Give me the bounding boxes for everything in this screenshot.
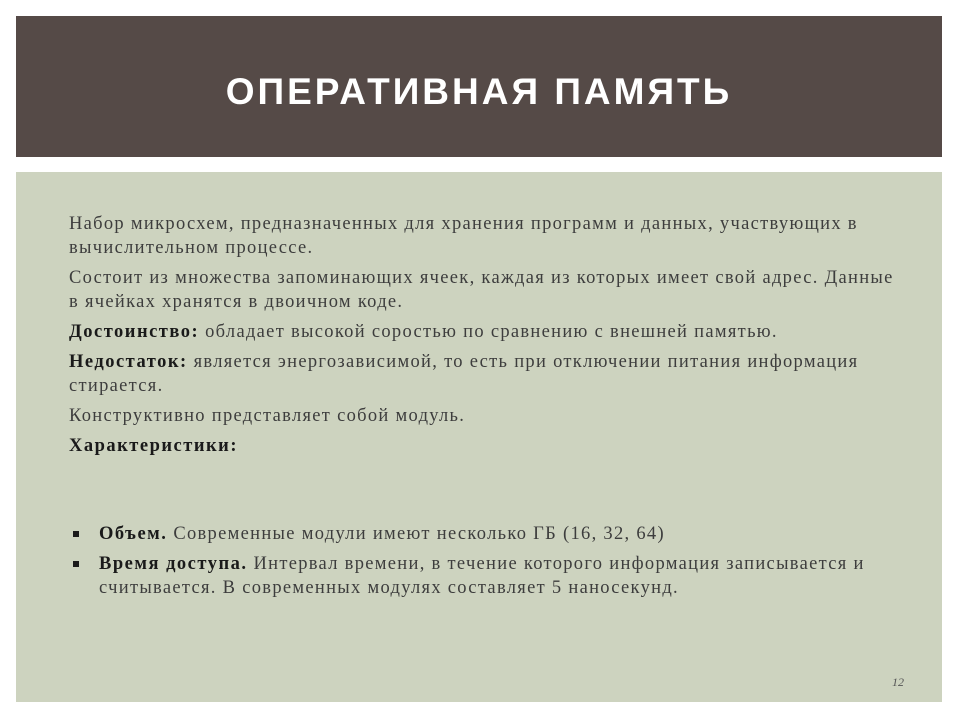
paragraph-text: обладает высокой соростью по сравнению с внешней памятью. — [199, 322, 778, 342]
page-number: 12 — [892, 675, 904, 689]
title-bar — [16, 16, 942, 157]
paragraph-list — [69, 212, 909, 464]
paragraph-text: является энергозависимой, то есть при отключении питания информация стирается. — [69, 352, 859, 396]
paragraph-text: Конструктивно представляет собой модуль. — [69, 406, 466, 426]
paragraph-bold-label: Характеристики: — [69, 436, 238, 456]
paragraph-definition — [69, 212, 909, 260]
content-panel — [16, 172, 942, 702]
paragraph-text: Набор микросхем, предназначенных для хранения программ и данных, участвующих в вычислительном процессе. — [69, 214, 858, 258]
paragraph-bold-label: Достоинство: — [69, 322, 200, 342]
paragraph-disadvantage — [69, 350, 909, 398]
slide-title: ОПЕРАТИВНАЯ ПАМЯТЬ — [225, 71, 733, 112]
paragraph-structure — [69, 266, 909, 314]
paragraph-construction — [69, 404, 909, 428]
square-bullet-icon — [73, 531, 79, 537]
paragraph-bold-label: Недостаток: — [69, 352, 188, 372]
bullet-text: Современные модули имеют несколько ГБ (16, 32, 64) — [167, 524, 665, 544]
bullet-text: Интервал времени, в течение которого информация записывается и считывается. В современных модулях составляет 5 наносекунд. — [99, 554, 865, 598]
paragraph-characteristics — [69, 434, 909, 458]
bullet-bold-label: Объем. — [99, 524, 168, 544]
bullet-list — [69, 522, 909, 606]
bullet-item-access-time — [69, 552, 909, 600]
paragraph-advantage — [69, 320, 909, 344]
square-bullet-icon — [73, 561, 79, 567]
paragraph-text: Состоит из множества запоминающих ячеек, каждая из которых имеет свой адрес. Данные в ячейках хранятся в двоичном коде. — [69, 268, 894, 312]
bullet-bold-label: Время доступа. — [99, 554, 248, 574]
bullet-item-volume — [69, 522, 909, 546]
